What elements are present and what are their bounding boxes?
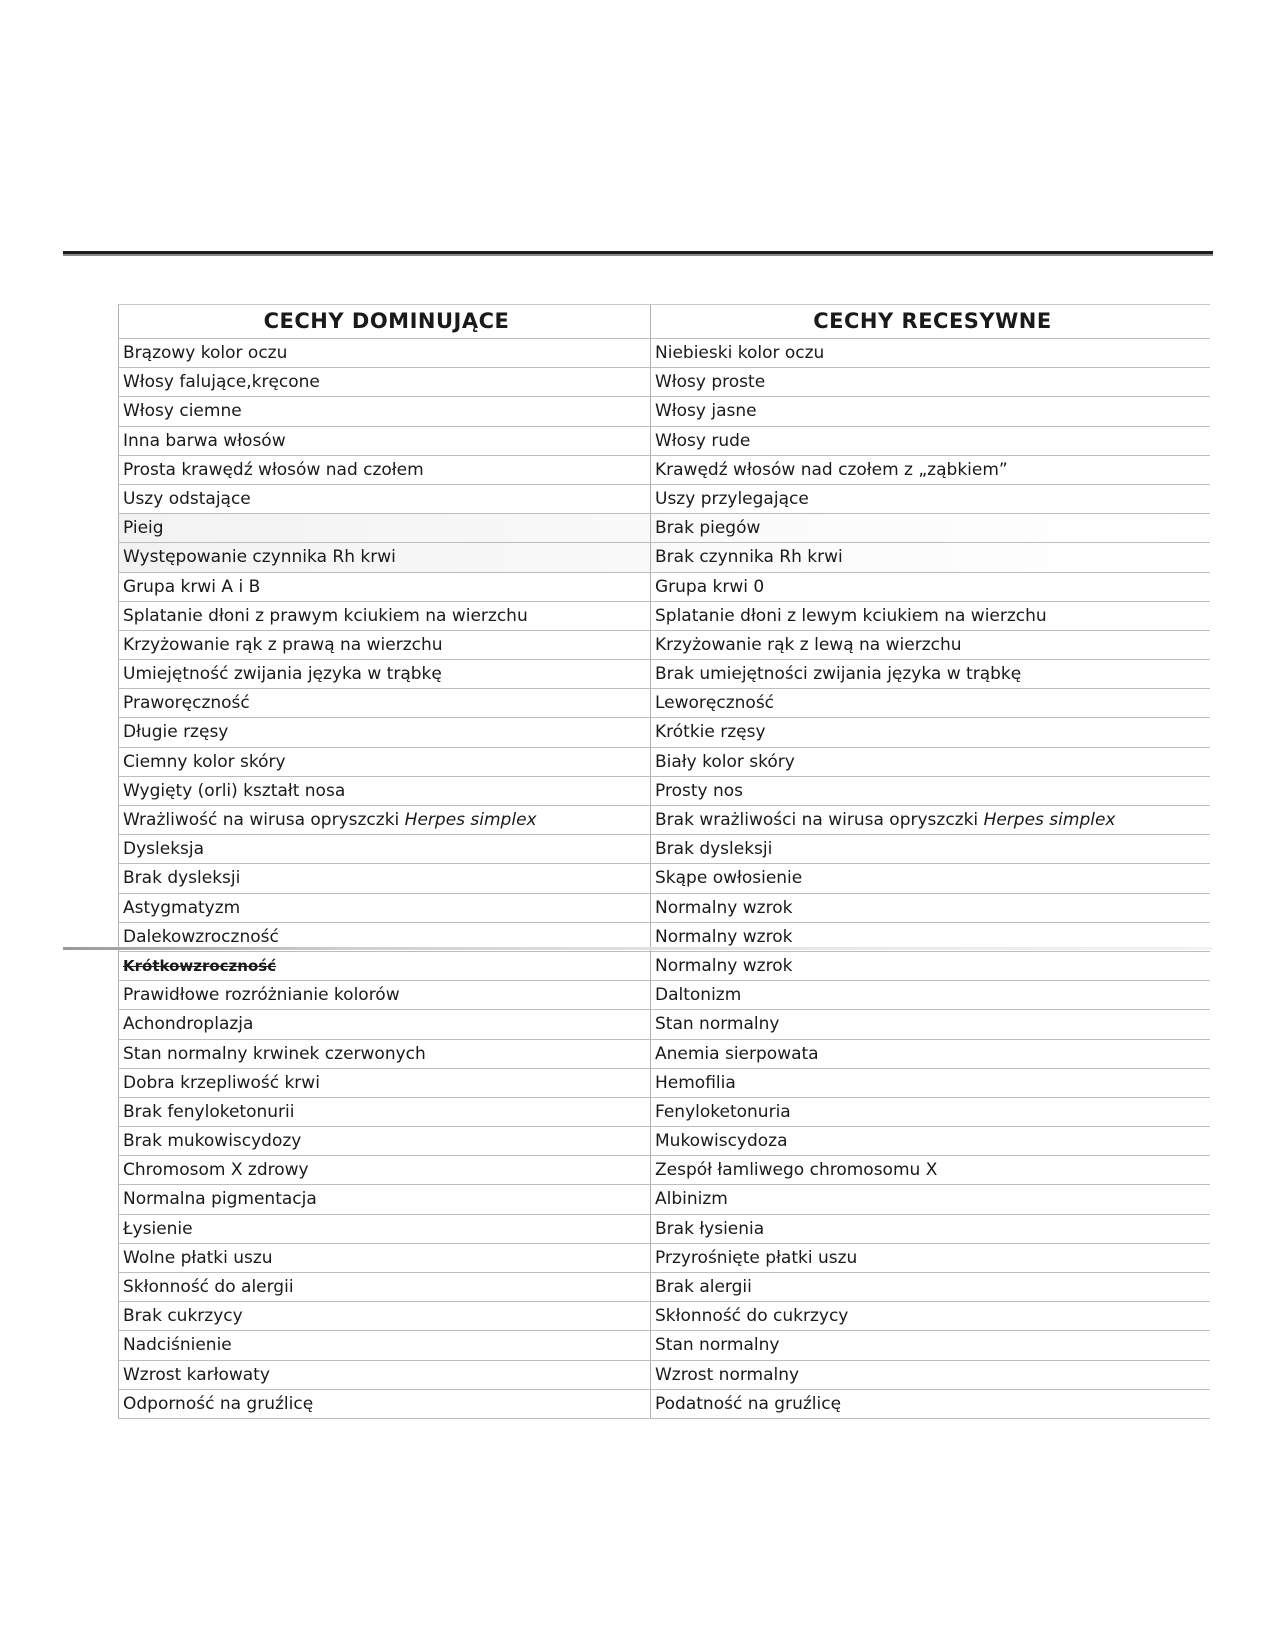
struck-text: Krótkowzroczność bbox=[123, 956, 277, 975]
dominant-cell bbox=[118, 952, 650, 980]
dominant-cell: Nadciśnienie bbox=[118, 1331, 650, 1359]
recessive-cell: Włosy jasne bbox=[650, 397, 1210, 425]
recessive-cell: Brak umiejętności zwijania języka w trąbkę bbox=[650, 660, 1210, 688]
dominant-cell: Dysleksja bbox=[118, 835, 650, 863]
dominant-cell: Dalekowzroczność bbox=[118, 923, 650, 951]
dominant-cell: Brak fenyloketonurii bbox=[118, 1098, 650, 1126]
dominant-cell: Splatanie dłoni z prawym kciukiem na wierzchu bbox=[118, 602, 650, 630]
recessive-cell: Wzrost normalny bbox=[650, 1361, 1210, 1389]
recessive-cell: Krawędź włosów nad czołem z „ząbkiem” bbox=[650, 456, 1210, 484]
dominant-cell: Ciemny kolor skóry bbox=[118, 748, 650, 776]
recessive-cell: Leworęczność bbox=[650, 689, 1210, 717]
recessive-cell: Splatanie dłoni z lewym kciukiem na wierzchu bbox=[650, 602, 1210, 630]
recessive-cell: Mukowiscydoza bbox=[650, 1127, 1210, 1155]
dominant-italic-text: Herpes simplex bbox=[404, 810, 537, 830]
recessive-cell: Skłonność do cukrzycy bbox=[650, 1302, 1210, 1330]
top-rule-shadow bbox=[63, 254, 1213, 256]
traits-table bbox=[118, 304, 1210, 1419]
dominant-cell: Brak mukowiscydozy bbox=[118, 1127, 650, 1155]
table-header-row bbox=[118, 305, 1210, 339]
recessive-cell: Uszy przylegające bbox=[650, 485, 1210, 513]
recessive-cell: Zespół łamliwego chromosomu X bbox=[650, 1156, 1210, 1184]
recessive-cell: Podatność na gruźlicę bbox=[650, 1390, 1210, 1418]
dominant-cell: Dobra krzepliwość krwi bbox=[118, 1069, 650, 1097]
recessive-cell: Daltonizm bbox=[650, 981, 1210, 1009]
dominant-cell: Uszy odstające bbox=[118, 485, 650, 513]
dominant-cell: Wolne płatki uszu bbox=[118, 1244, 650, 1272]
dominant-cell: Występowanie czynnika Rh krwi bbox=[118, 543, 650, 571]
dominant-cell: Astygmatyzm bbox=[118, 894, 650, 922]
recessive-cell: Grupa krwi 0 bbox=[650, 573, 1210, 601]
recessive-cell: Skąpe owłosienie bbox=[650, 864, 1210, 892]
dominant-cell: Grupa krwi A i B bbox=[118, 573, 650, 601]
recessive-cell: Prosty nos bbox=[650, 777, 1210, 805]
recessive-cell: Brak alergii bbox=[650, 1273, 1210, 1301]
recessive-cell: Albinizm bbox=[650, 1185, 1210, 1213]
header-dominant: CECHY DOMINUJĄCE bbox=[118, 305, 650, 338]
recessive-cell: Normalny wzrok bbox=[650, 952, 1210, 980]
recessive-cell bbox=[650, 806, 1210, 834]
dominant-cell: Odporność na gruźlicę bbox=[118, 1390, 650, 1418]
dominant-cell: Brązowy kolor oczu bbox=[118, 339, 650, 367]
recessive-cell: Brak łysienia bbox=[650, 1215, 1210, 1243]
recessive-cell: Hemofilia bbox=[650, 1069, 1210, 1097]
recessive-cell: Krótkie rzęsy bbox=[650, 718, 1210, 746]
recessive-cell: Brak dysleksji bbox=[650, 835, 1210, 863]
recessive-cell: Normalny wzrok bbox=[650, 923, 1210, 951]
recessive-cell: Normalny wzrok bbox=[650, 894, 1210, 922]
dominant-cell: Brak cukrzycy bbox=[118, 1302, 650, 1330]
dominant-cell: Normalna pigmentacja bbox=[118, 1185, 650, 1213]
dominant-cell: Krzyżowanie rąk z prawą na wierzchu bbox=[118, 631, 650, 659]
dominant-cell: Praworęczność bbox=[118, 689, 650, 717]
recessive-cell: Stan normalny bbox=[650, 1010, 1210, 1038]
recessive-cell: Przyrośnięte płatki uszu bbox=[650, 1244, 1210, 1272]
recessive-cell: Anemia sierpowata bbox=[650, 1040, 1210, 1068]
dominant-text: Wrażliwość na wirusa opryszczki bbox=[123, 810, 405, 830]
recessive-cell: Stan normalny bbox=[650, 1331, 1210, 1359]
dominant-cell: Umiejętność zwijania języka w trąbkę bbox=[118, 660, 650, 688]
recessive-cell: Niebieski kolor oczu bbox=[650, 339, 1210, 367]
dominant-cell: Stan normalny krwinek czerwonych bbox=[118, 1040, 650, 1068]
recessive-cell: Włosy rude bbox=[650, 427, 1210, 455]
recessive-cell: Brak czynnika Rh krwi bbox=[650, 543, 1210, 571]
recessive-text: Brak wrażliwości na wirusa opryszczki bbox=[655, 810, 984, 830]
recessive-cell: Krzyżowanie rąk z lewą na wierzchu bbox=[650, 631, 1210, 659]
dominant-cell: Prawidłowe rozróżnianie kolorów bbox=[118, 981, 650, 1009]
dominant-cell: Pieig bbox=[118, 514, 650, 542]
dominant-cell: Skłonność do alergii bbox=[118, 1273, 650, 1301]
dominant-cell: Achondroplazja bbox=[118, 1010, 650, 1038]
dominant-cell: Prosta krawędź włosów nad czołem bbox=[118, 456, 650, 484]
recessive-cell: Fenyloketonuria bbox=[650, 1098, 1210, 1126]
dominant-cell: Włosy falujące,kręcone bbox=[118, 368, 650, 396]
dominant-cell: Wygięty (orli) kształt nosa bbox=[118, 777, 650, 805]
dominant-cell: Łysienie bbox=[118, 1215, 650, 1243]
dominant-cell: Inna barwa włosów bbox=[118, 427, 650, 455]
dominant-cell: Wzrost karłowaty bbox=[118, 1361, 650, 1389]
dominant-cell: Długie rzęsy bbox=[118, 718, 650, 746]
dominant-cell bbox=[118, 806, 650, 834]
dominant-cell: Chromosom X zdrowy bbox=[118, 1156, 650, 1184]
recessive-cell: Włosy proste bbox=[650, 368, 1210, 396]
recessive-cell: Brak piegów bbox=[650, 514, 1210, 542]
recessive-cell: Biały kolor skóry bbox=[650, 748, 1210, 776]
dominant-cell: Włosy ciemne bbox=[118, 397, 650, 425]
dominant-cell: Brak dysleksji bbox=[118, 864, 650, 892]
recessive-italic-text: Herpes simplex bbox=[983, 810, 1116, 830]
header-recessive: CECHY RECESYWNE bbox=[650, 305, 1210, 338]
scan-streak bbox=[63, 947, 1213, 950]
